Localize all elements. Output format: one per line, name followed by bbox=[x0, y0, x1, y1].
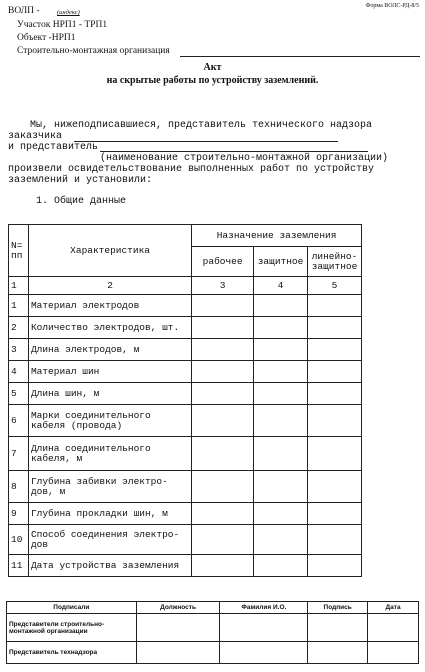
cell-working bbox=[192, 471, 254, 503]
act-title: Акт bbox=[203, 62, 222, 73]
row-number: 7 bbox=[9, 437, 29, 471]
row-characteristic: Марки соединительного кабеля (провода) bbox=[28, 405, 191, 437]
sig-header-date: Дата bbox=[368, 602, 419, 614]
row-characteristic: Способ соединения электро- дов bbox=[28, 525, 191, 555]
index-cell: 1 bbox=[9, 277, 29, 295]
col-number-header: N= пп bbox=[9, 225, 29, 277]
cell-protective bbox=[254, 405, 308, 437]
sig-cell bbox=[308, 614, 368, 642]
sig-row-contractor: Представители строительно- монтажной организации bbox=[7, 614, 137, 642]
object-label: Объект -НРП1 bbox=[17, 33, 76, 43]
cell-line-protective bbox=[308, 405, 362, 437]
row-characteristic: Материал электродов bbox=[28, 295, 191, 317]
cell-line-protective bbox=[308, 383, 362, 405]
row-number: 10 bbox=[9, 525, 29, 555]
sig-cell bbox=[368, 642, 419, 664]
table-row bbox=[9, 405, 362, 437]
act-subtitle: на скрытые работы по устройству заземлений. bbox=[106, 75, 319, 86]
row-characteristic: Глубина прокладки шин, м bbox=[28, 503, 191, 525]
intro-line-6: заземлений и установили: bbox=[8, 175, 153, 186]
sig-header-signature: Подпись bbox=[308, 602, 368, 614]
cell-working bbox=[192, 317, 254, 339]
sig-header-position: Должность bbox=[136, 602, 220, 614]
cell-line-protective bbox=[308, 471, 362, 503]
row-number: 11 bbox=[9, 555, 29, 577]
cell-line-protective bbox=[308, 555, 362, 577]
general-data-table bbox=[8, 224, 362, 577]
cell-working bbox=[192, 339, 254, 361]
table-row bbox=[7, 614, 419, 642]
cell-line-protective bbox=[308, 525, 362, 555]
sig-cell bbox=[136, 614, 220, 642]
row-number: 4 bbox=[9, 361, 29, 383]
index-cell: 4 bbox=[254, 277, 308, 295]
cell-protective bbox=[254, 471, 308, 503]
row-characteristic: Длина соединительного кабеля, м bbox=[28, 437, 191, 471]
signatures-table bbox=[6, 601, 419, 664]
row-characteristic: Количество электродов, шт. bbox=[28, 317, 191, 339]
sig-cell bbox=[308, 642, 368, 664]
sig-cell bbox=[220, 642, 308, 664]
cell-protective bbox=[254, 525, 308, 555]
cell-working bbox=[192, 555, 254, 577]
organization-label: Строительно-монтажная организация bbox=[17, 46, 170, 56]
form-code: Форма ВОЛС-РД-8/5 bbox=[365, 3, 419, 9]
sig-row-supervision: Представитель технадзора bbox=[7, 642, 137, 664]
row-number: 8 bbox=[9, 471, 29, 503]
sig-cell bbox=[368, 614, 419, 642]
contractor-line bbox=[100, 151, 368, 152]
table-row bbox=[7, 642, 419, 664]
cell-protective bbox=[254, 317, 308, 339]
row-number: 6 bbox=[9, 405, 29, 437]
table-row bbox=[9, 339, 362, 361]
table-row bbox=[9, 295, 362, 317]
sig-header-signed: Подписали bbox=[7, 602, 137, 614]
volp-label: ВОЛП - bbox=[8, 6, 40, 16]
intro-line-5: произвели освидетельствование выполненных работ по устройству bbox=[8, 164, 375, 175]
table-row bbox=[9, 525, 362, 555]
cell-working bbox=[192, 383, 254, 405]
sig-cell bbox=[220, 614, 308, 642]
cell-protective bbox=[254, 555, 308, 577]
row-number: 3 bbox=[9, 339, 29, 361]
intro-line-4: (наименование строительно-монтажной организации) bbox=[100, 153, 389, 164]
customer-line bbox=[74, 141, 338, 142]
row-number: 2 bbox=[9, 317, 29, 339]
sig-header-name: Фамилия И.О. bbox=[220, 602, 308, 614]
organization-line bbox=[180, 56, 420, 57]
cell-line-protective bbox=[308, 437, 362, 471]
cell-protective bbox=[254, 361, 308, 383]
section-title: 1. Общие данные bbox=[36, 196, 127, 207]
cell-line-protective bbox=[308, 503, 362, 525]
cell-line-protective bbox=[308, 339, 362, 361]
cell-line-protective bbox=[308, 361, 362, 383]
cell-working bbox=[192, 295, 254, 317]
cell-line-protective bbox=[308, 317, 362, 339]
volp-index: (индекс) bbox=[57, 9, 80, 16]
row-characteristic: Длина электродов, м bbox=[28, 339, 191, 361]
section-label: Участок НРП1 - ТРП1 bbox=[17, 20, 108, 30]
index-cell: 3 bbox=[192, 277, 254, 295]
row-characteristic: Дата устройства заземления bbox=[28, 555, 191, 577]
cell-working bbox=[192, 361, 254, 383]
cell-working bbox=[192, 405, 254, 437]
row-characteristic: Материал шин bbox=[28, 361, 191, 383]
col-line-protective-header: линейно- защитное bbox=[308, 247, 362, 277]
cell-protective bbox=[254, 339, 308, 361]
cell-working bbox=[192, 437, 254, 471]
cell-protective bbox=[254, 503, 308, 525]
sig-cell bbox=[136, 642, 220, 664]
index-cell: 2 bbox=[28, 277, 191, 295]
row-characteristic: Глубина забивки электро- дов, м bbox=[28, 471, 191, 503]
col-purpose-header: Назначение заземления bbox=[192, 225, 362, 247]
cell-protective bbox=[254, 437, 308, 471]
row-number: 1 bbox=[9, 295, 29, 317]
table-row bbox=[9, 437, 362, 471]
table-row bbox=[9, 555, 362, 577]
intro-line-3: и представитель bbox=[8, 142, 99, 153]
row-number: 5 bbox=[9, 383, 29, 405]
intro-line-1: Мы, нижеподписавшиеся, представитель технического надзора bbox=[30, 120, 373, 131]
row-characteristic: Длина шин, м bbox=[28, 383, 191, 405]
cell-protective bbox=[254, 383, 308, 405]
table-row bbox=[9, 503, 362, 525]
col-protective-header: защитное bbox=[254, 247, 308, 277]
cell-working bbox=[192, 503, 254, 525]
table-row bbox=[9, 383, 362, 405]
table-row bbox=[9, 361, 362, 383]
row-number: 9 bbox=[9, 503, 29, 525]
cell-working bbox=[192, 525, 254, 555]
cell-line-protective bbox=[308, 295, 362, 317]
cell-protective bbox=[254, 295, 308, 317]
table-row bbox=[9, 471, 362, 503]
index-cell: 5 bbox=[308, 277, 362, 295]
table-row bbox=[9, 317, 362, 339]
col-working-header: рабочее bbox=[192, 247, 254, 277]
col-characteristic-header: Характеристика bbox=[28, 225, 191, 277]
intro-line-2: заказчика bbox=[8, 131, 63, 142]
